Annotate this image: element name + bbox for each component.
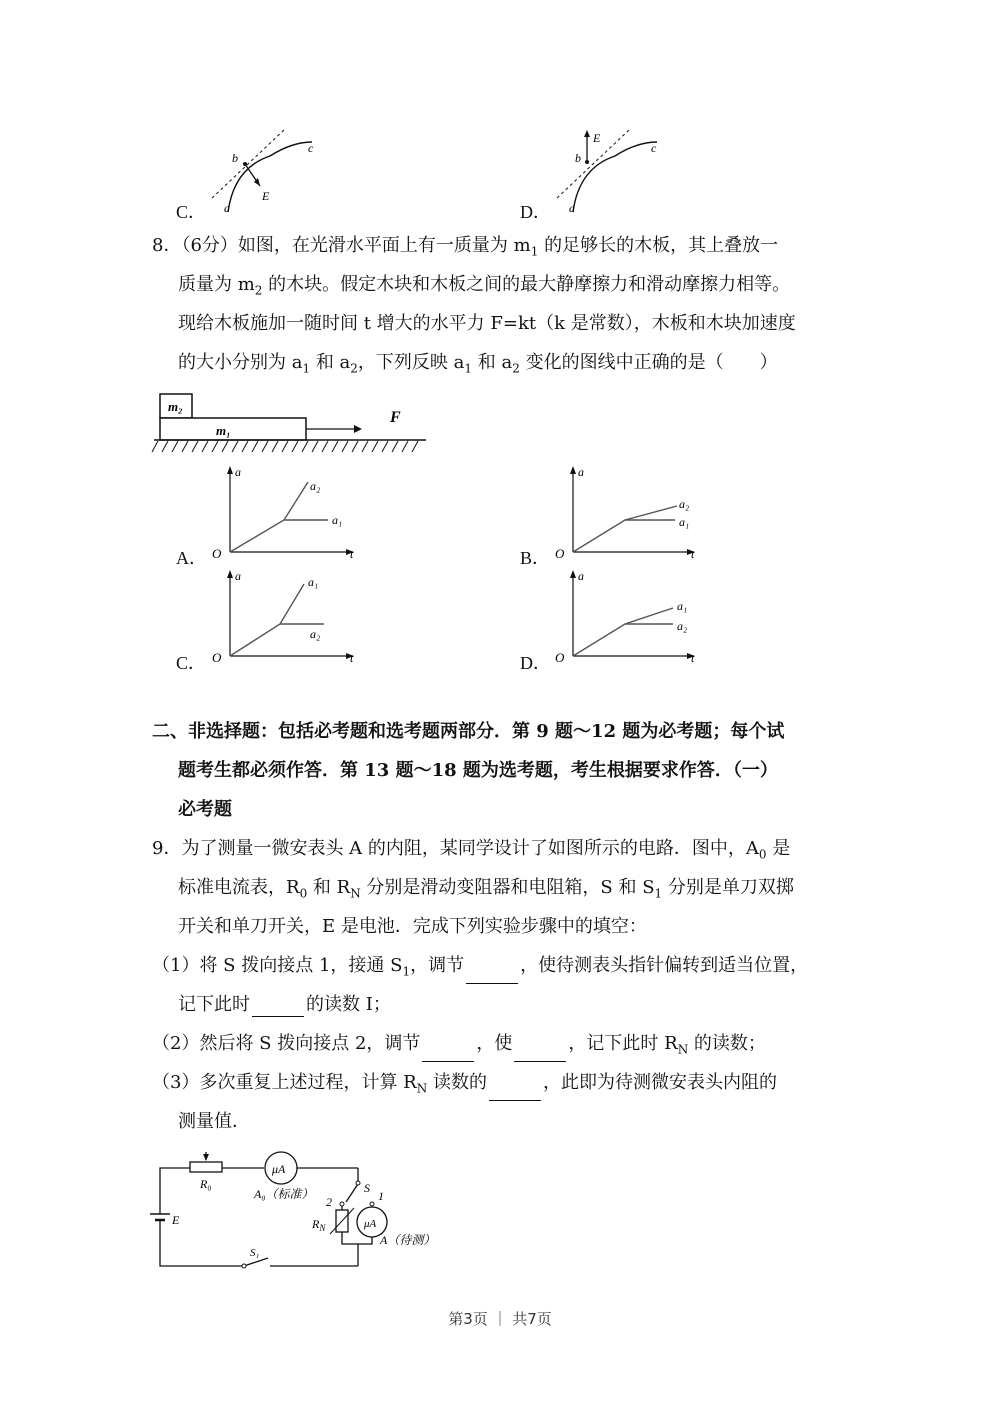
svg-text:a₁: a₁ bbox=[308, 575, 319, 589]
svg-text:a₂: a₂ bbox=[310, 479, 321, 493]
graph-b bbox=[545, 462, 710, 562]
label-e: E bbox=[262, 189, 270, 203]
graph-c bbox=[200, 566, 365, 666]
fill-blank[interactable] bbox=[514, 1043, 566, 1062]
arrow-icon bbox=[227, 570, 233, 578]
fill-blank[interactable] bbox=[466, 965, 518, 984]
option-c-figure bbox=[200, 120, 340, 220]
option-d-label: D． bbox=[520, 202, 551, 222]
svg-text:O: O bbox=[212, 650, 222, 665]
label-c: c bbox=[651, 141, 657, 155]
graph-d-option-label: D． bbox=[520, 653, 551, 673]
svg-text:t: t bbox=[691, 651, 695, 665]
graph-b-option-label: B． bbox=[520, 548, 551, 568]
svg-text:a₁: a₁ bbox=[677, 599, 688, 613]
fill-blank[interactable] bbox=[489, 1082, 541, 1101]
fill-blank[interactable] bbox=[252, 998, 304, 1017]
svg-text:O: O bbox=[555, 650, 565, 665]
svg-text:2: 2 bbox=[326, 1195, 332, 1209]
q9-line-3: 开关和单刀开关，E 是电池．完成下列实验步骤中的填空： bbox=[178, 916, 647, 937]
q8-line-4: 的大小分别为 $a_1$ 和 $a_2$，下列反映 $a_1$ 和 $a_2$ 变化的图线中正确的是（ ） bbox=[178, 352, 778, 376]
svg-text:t: t bbox=[350, 651, 354, 665]
label-c: c bbox=[308, 141, 314, 155]
section2-line-2: 题考生都必须作答．第 13 题～18 题为选考题，考生根据要求作答．（一） bbox=[178, 760, 778, 781]
svg-text:a: a bbox=[578, 465, 584, 479]
option-d-figure bbox=[545, 120, 685, 220]
option-c-label: C． bbox=[176, 202, 207, 222]
q9-line-2: 标准电流表，$R_0$ 和 $R_N$ 分别是滑动变阻器和电阻箱，S 和 $S_1$ 分别是单刀双掷 bbox=[178, 877, 794, 901]
svg-text:S: S bbox=[364, 1181, 370, 1195]
arrow-icon bbox=[570, 466, 576, 474]
svg-text:R₀: R₀ bbox=[200, 1177, 212, 1191]
svg-text:a₁: a₁ bbox=[679, 515, 690, 529]
svg-text:a: a bbox=[578, 569, 584, 583]
circuit-diagram bbox=[150, 1148, 460, 1278]
arrow-icon bbox=[584, 130, 590, 137]
section2-line-3: 必考题 bbox=[178, 799, 232, 820]
page-footer: 第3页 ｜ 共7页 bbox=[448, 1310, 552, 1328]
q9-line-1: 9．为了测量一微安表头 A 的内阻，某同学设计了如图所示的电路．图中，$A_0$ 是 bbox=[152, 838, 791, 862]
graph-a bbox=[200, 462, 365, 562]
q9-step-1-cont: 记下此时 的读数 I； bbox=[178, 994, 391, 1015]
curve-path bbox=[573, 142, 657, 212]
meter-a-label: μA bbox=[364, 1218, 377, 1230]
rheostat-r0 bbox=[190, 1162, 222, 1172]
graph-c-option-label: C． bbox=[176, 653, 207, 673]
svg-text:RN: $R_N$ bbox=[312, 1217, 326, 1233]
arrow-icon bbox=[570, 570, 576, 578]
svg-text:a: a bbox=[235, 569, 241, 583]
meter-a0-label: μA bbox=[272, 1162, 286, 1176]
svg-text:E: E bbox=[172, 1213, 180, 1227]
svg-text:t: t bbox=[691, 547, 695, 561]
svg-text:A（待测）: A（待测） bbox=[380, 1233, 436, 1247]
label-b: b bbox=[575, 151, 581, 165]
graph-d bbox=[545, 566, 710, 666]
q8-line-2: 质量为 $m_2$ 的木块。假定木块和木板之间的最大静摩擦力和滑动摩擦力相等。 bbox=[178, 274, 791, 298]
line-upper bbox=[573, 506, 677, 552]
svg-text:1: 1 bbox=[378, 1189, 384, 1203]
label-e: E bbox=[593, 131, 601, 145]
q9-step-3: （3）多次重复上述过程，计算 $R_N$ 读数的 ，此即为待测微安表头内阻的 bbox=[152, 1071, 777, 1101]
label-a: a bbox=[569, 201, 575, 215]
svg-text:A₀（标准）: A₀（标准） bbox=[254, 1187, 314, 1201]
label-m1: m₁ bbox=[216, 423, 231, 438]
svg-text:a₂: a₂ bbox=[677, 619, 688, 633]
section2-line-1: 二、非选择题：包括必考题和选考题两部分．第 9 题～12 题为必考题；每个试 bbox=[152, 721, 785, 742]
tangent-line bbox=[212, 130, 284, 198]
q8-line-1: 8．（6分）如图，在光滑水平面上有一质量为 $m_1$ 的足够长的木板，其上叠放一 bbox=[152, 235, 779, 259]
label-a: a bbox=[224, 201, 230, 215]
graph-a-option-label: A． bbox=[176, 548, 207, 568]
line-upper bbox=[230, 482, 308, 552]
line-upper bbox=[230, 584, 304, 656]
svg-text:a₂: a₂ bbox=[310, 627, 321, 641]
svg-text:S₁: S₁ bbox=[250, 1247, 260, 1259]
arrow-icon bbox=[203, 1154, 209, 1161]
svg-text:a: a bbox=[235, 465, 241, 479]
label-b: b bbox=[232, 151, 238, 165]
svg-text:O: O bbox=[555, 546, 565, 561]
arrow-icon bbox=[354, 425, 362, 433]
q9-step-3-cont: 测量值． bbox=[178, 1111, 250, 1132]
svg-text:O: O bbox=[212, 546, 222, 561]
q8-line-3: 现给木板施加一随时间 t 增大的水平力 F=kt（k 是常数），木板和木块加速度 bbox=[178, 313, 796, 334]
svg-text:a₁: a₁ bbox=[332, 513, 343, 527]
arrow-icon bbox=[227, 466, 233, 474]
label-m2: m₂ bbox=[168, 399, 183, 414]
line-upper bbox=[573, 608, 673, 656]
fill-blank[interactable] bbox=[422, 1043, 474, 1062]
block-diagram bbox=[150, 388, 430, 458]
svg-text:t: t bbox=[350, 547, 354, 561]
q9-step-2: （2）然后将 S 拨向接点 2，调节 ，使 ，记下此时 $R_N$ 的读数； bbox=[152, 1032, 766, 1062]
q9-step-1: （1）将 S 拨向接点 1，接通 $S_1$，调节 ，使待测表头指针偏转到适当位置， bbox=[152, 954, 808, 984]
board-m1 bbox=[160, 418, 306, 440]
curve-path bbox=[228, 142, 312, 212]
svg-text:a₂: a₂ bbox=[679, 497, 690, 511]
label-f: F bbox=[390, 409, 401, 426]
